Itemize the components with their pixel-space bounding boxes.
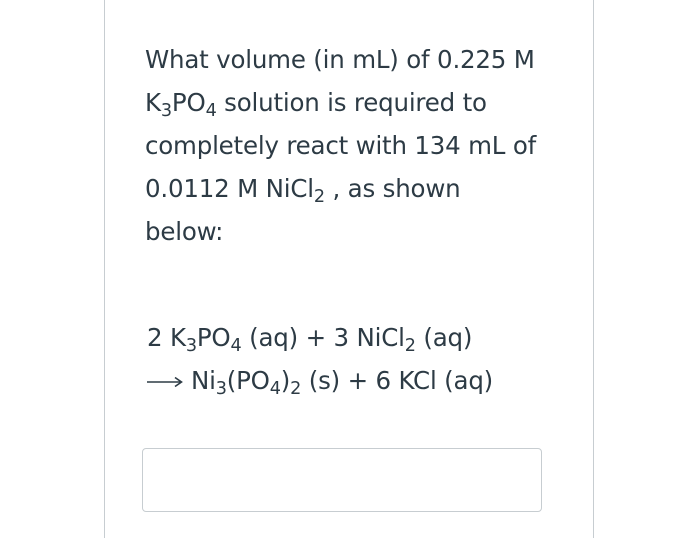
long-right-arrow-icon <box>147 358 183 401</box>
question-line-5: below: <box>145 217 224 246</box>
question-line-4: 0.0112 M NiCl$_2$ , as shown <box>145 174 461 207</box>
question-line-3: completely react with 134 mL of <box>145 131 537 160</box>
question-line-1: What volume (in mL) of 0.225 M <box>145 45 535 74</box>
chemical-equation <box>147 316 577 404</box>
question-text <box>145 38 575 253</box>
equation-reactants: 2 $K_3PO_4$ (aq) + 3 NiCl$_2$ (aq) <box>147 323 473 356</box>
answer-input[interactable] <box>142 448 542 512</box>
question-line-2: $K_3PO_4$ solution is required to <box>145 88 487 121</box>
equation-products: $Ni_3(PO_4)_2$ (s) + 6 KCl (aq) <box>147 359 577 404</box>
question-card <box>104 0 594 538</box>
